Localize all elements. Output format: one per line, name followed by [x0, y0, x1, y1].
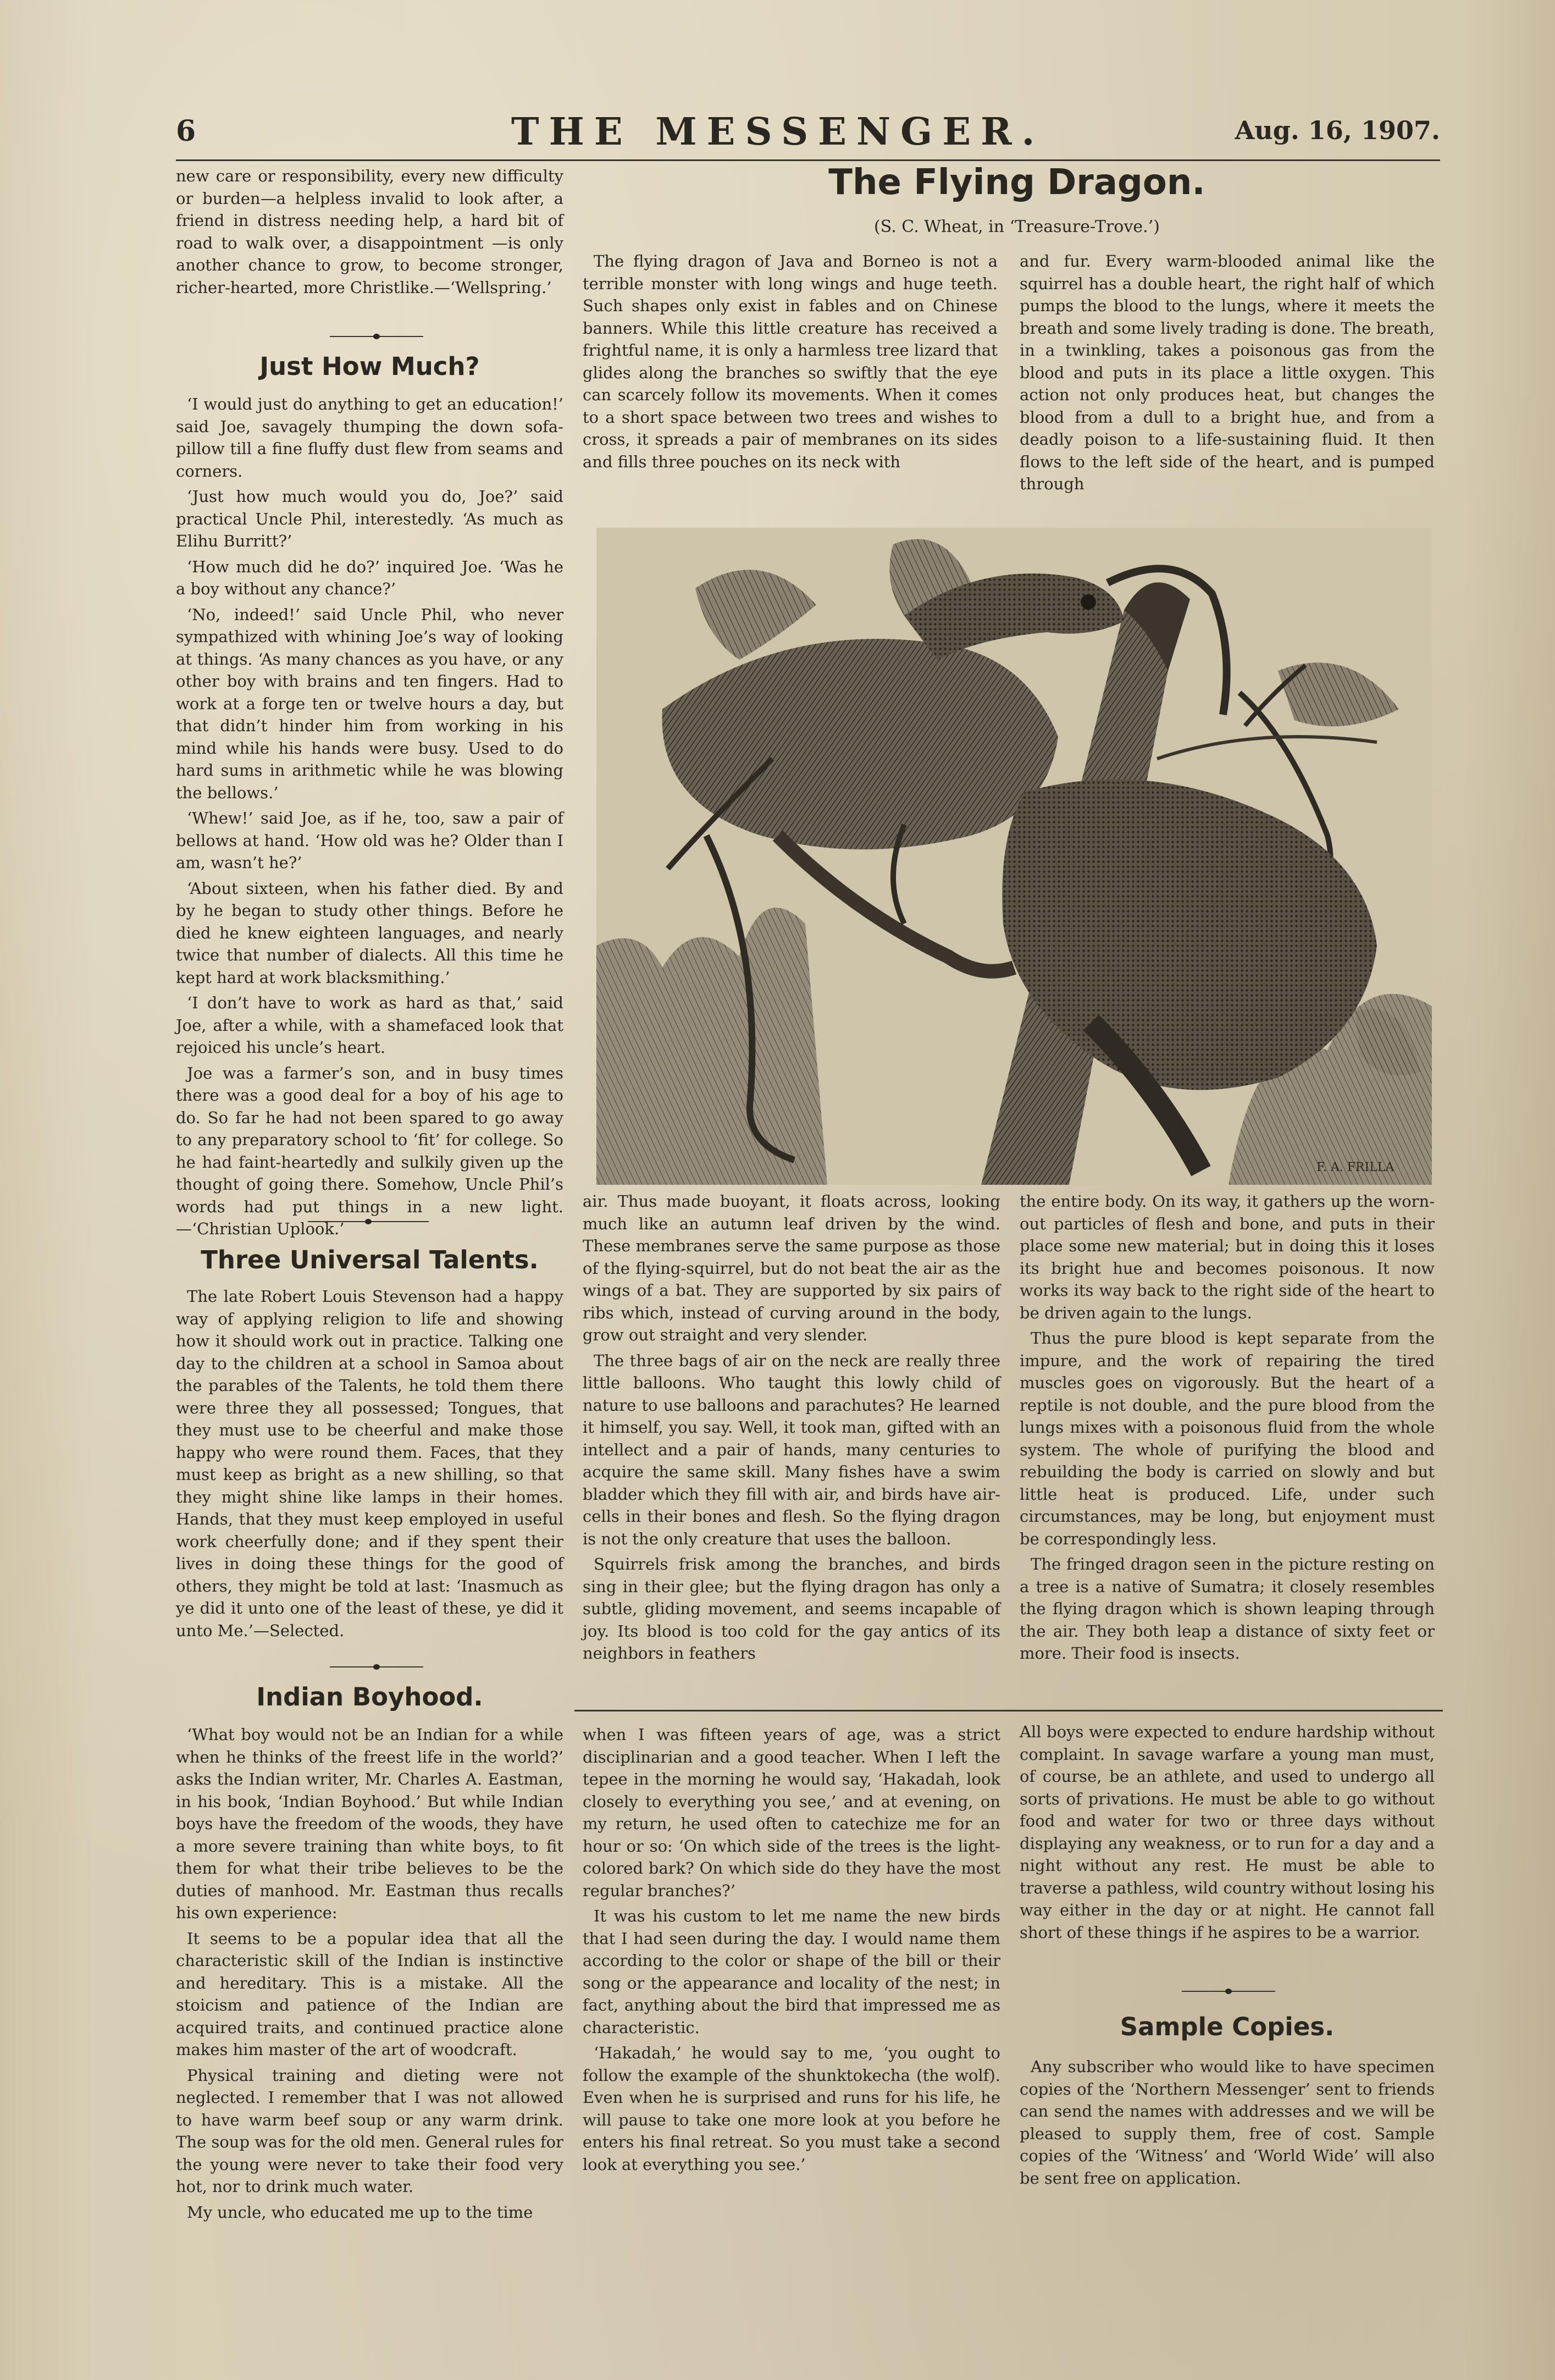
paragraph: ‘How much did he do?’ inquired Joe. ‘Was he a boy without any chance?’: [176, 557, 563, 598]
paragraph: The flying dragon of Java and Borneo is not a terrible monster with long wings and huge teeth. Such shapes only exist in fables and on Chinese banners. While this little creature has received a frightful name, it is only a harmless tree lizard that glides along the branches so swiftly that the eye can scarcely follow its movements. When it comes to a short space between two trees and wishes to cross, it spreads a pair of membranes on its sides and fills three pouches on its neck with: [583, 252, 998, 471]
paragraph: The three bags of air on the neck are really three little balloons. Who taught this lowly child of nature to use balloons and parachutes? He learned it himself, you say. Well, it took man, gifted with an intellect and a pair of hands, many centuries to acquire the same skill. Many fishes have a swim bladder which they fill with air, and birds have air-cells in their bones and flesh. So the flying dragon is not the only creature that uses the balloon.: [583, 1351, 1000, 1548]
masthead-rule: [176, 159, 1440, 161]
paragraph: and fur. Every warm-blooded animal like the squirrel has a double heart, the right half of which pumps the blood to the lungs, where it meets the breath and some lively trading is done. The breath, in a twinkling, takes a poisonous gas from the blood and puts in its place a little oxygen. This action not only produces heat, but changes the blood from a dull to a bright hue, and from a deadly poison to a life-sustaining fluid. It then flows to the left side of the heart, and is pumped through: [1020, 252, 1435, 493]
paragraph: It seems to be a popular idea that all the characteristic skill of the Indian is instinctive and hereditary. This is a mistake. All the stoicism and patience of the Indian are acquired traits, and continued practice alone makes him master of the art of woodcraft.: [176, 1929, 563, 2059]
paragraph: ‘About sixteen, when his father died. By and by he began to study other things. Before he died he knew eighteen languages, and nearly twice that number of dialects. All this time he kept hard at work blacksmithing.’: [176, 879, 563, 987]
article-three-talents: [176, 1245, 563, 1645]
paragraph: ‘I don’t have to work as hard as that,’ said Joe, after a while, with a shamefaced look that rejoiced his uncle’s heart.: [176, 993, 563, 1057]
paragraph: The late Robert Louis Stevenson had a happy way of applying religion to life and showing how it should work out in practice. Talking one day to the children at a school in Samoa about the parables of the Talents, he told them there were three they all possessed; Tongues, that they must use to be cheerful and make those happy who were round them. Faces, that they must keep as bright as a new shilling, so that they might shine like lamps in their homes. Hands, that they must keep employed in useful work cheerfully done; and if they spent their lives in doing these things for the good of others, they might be told at last: ‘Inasmuch as ye did it unto one of the least of these, ye did it unto Me.’—Selected.: [176, 1287, 563, 1640]
flying-dragon-col-a: [583, 250, 998, 476]
paragraph: Squirrels frisk among the branches, and birds sing in their glee; but the flying dragon has only a subtle, gliding movement, and seems incapable of joy. Its blood is too cold for the gay antics of its neighbors in feathers: [583, 1555, 1000, 1663]
col1-intro: [176, 165, 563, 302]
notice-sample-copies: [1020, 2012, 1435, 2193]
article-byline: (S. C. Wheat, in ‘Treasure-Trove.’): [874, 217, 1160, 236]
ornament-divider: [330, 1663, 423, 1671]
paragraph: All boys were expected to endure hardship without complaint. In savage warfare a young man must, of course, be an athlete, and used to undergo all sorts of privations. He must be able to go without food and water for two or three days without displaying any weakness, or to run for a day and a night without any rest. He must be able to traverse a pathless, wild country without losing his way either in the day or at night. He cannot fall short of these things if he aspires to be a warrior.: [1020, 1722, 1435, 1942]
issue-date: Aug. 16, 1907.: [1235, 115, 1440, 145]
flying-dragon-col-d: [1020, 1190, 1435, 1668]
flying-dragon-col-b: [1020, 250, 1435, 499]
paragraph: Physical training and dieting were not neglected. I remember that I was not allowed to have warm beef soup or any warm drink. The soup was for the old men. General rules for the young were never to take their food very hot, nor to drink much water.: [176, 2066, 563, 2196]
article-title-flying-dragon: The Flying Dragon.: [828, 162, 1205, 203]
paragraph: The fringed dragon seen in the picture resting on a tree is a native of Sumatra; it closely resembles the flying dragon which is shown leaping through the air. They both leap a distance of sixty feet or more. Their food is insects.: [1020, 1555, 1435, 1663]
paragraph: My uncle, who educated me up to the time: [187, 2202, 533, 2222]
paragraph: Joe was a farmer’s son, and in busy times there was a good deal for a boy of his age to do. So far he had not been spared to go away to any preparatory school to ‘fit’ for college. So he had faint-heartedly and sulkily given up the thought of going there. Somehow, Uncle Phil’s words had put things in a new light.—‘Christian Uplook.’: [176, 1063, 563, 1238]
paragraph: ‘What boy would not be an Indian for a while when he thinks of the freest life in the world?’ asks the Indian writer, Mr. Charles A. Eastman, in his book, ‘Indian Boyhood.’ But while Indian boys have the freedom of the woods, they have a more severe training than white boys, to fit them for what their tribe believes to be the duties of manhood. Mr. Eastman thus recalls his own experience:: [176, 1725, 563, 1922]
article-indian-boyhood-col2: [583, 1724, 1000, 2179]
paragraph: when I was fifteen years of age, was a strict disciplinarian and a good teacher. When I left the tepee in the morning he would say, ‘Hakadah, look closely to everything you see,’ and at evening, on my return, he used often to catechize me for an hour or so: ‘On which side of the trees is the light-colored bark? On which side do they have the most regular branches?’: [583, 1725, 1000, 1900]
newspaper-title: THE MESSENGER.: [511, 110, 1045, 154]
paragraph: ‘I would just do anything to get an education!’ said Joe, savagely thumping the down sofa-pillow till a fine fluffy dust flew from seams and corners.: [176, 395, 563, 481]
ornament-divider: [308, 1218, 429, 1225]
flying-dragon-engraving-icon: [596, 528, 1432, 1185]
ornament-divider: [330, 333, 423, 340]
paragraph: new care or responsibility, every new difficulty or burden—a helpless invalid to look after, a friend in distress needing help, a hard bit of road to walk over, a disappointment —is only another chance to grow, to become stronger, richer-hearted, more Christlike.—‘Wellspring.’: [176, 167, 563, 297]
flying-dragon-illustration: [596, 528, 1432, 1185]
article-title: Indian Boyhood.: [256, 1682, 483, 1711]
paragraph: the entire body. On its way, it gathers up the worn-out particles of flesh and bone, and puts in their place some new material; but in doing this it loses its bright hue and becomes poisonous. It now works its way back to the right side of the heart to be driven again to the lungs.: [1020, 1192, 1435, 1322]
paragraph: Thus the pure blood is kept separate from the impure, and the work of repairing the tired muscles goes on vigorously. But the heart of a reptile is not double, and the pure blood from the lungs mixes with a poisonous fluid from the whole system. The whole of purifying the blood and rebuilding the body is carried on slowly and but little heat is produced. Life, under such circumstances, may be long, but enjoyment must be correspondingly less.: [1020, 1329, 1435, 1548]
paragraph: It was his custom to let me name the new birds that I had seen during the day. I would name them according to the color or shape of the bill or their song or the appearance and locality of the nest; in fact, anything about the bird that impressed me as characteristic.: [583, 1907, 1000, 2037]
article-indian-boyhood-col3: [1020, 1721, 1435, 1947]
page-number: 6: [176, 114, 196, 148]
paragraph: ‘Whew!’ said Joe, as if he, too, saw a pair of bellows at hand. ‘How old was he? Older than I am, wasn’t he?’: [176, 809, 563, 872]
notice-title: Sample Copies.: [1120, 2012, 1335, 2041]
article-indian-boyhood-col1: [176, 1682, 563, 2227]
paragraph: ‘Just how much would you do, Joe?’ said practical Uncle Phil, interestedly. ‘As much as Elihu Burritt?’: [176, 487, 563, 550]
section-rule: [574, 1710, 1443, 1711]
paragraph: air. Thus made buoyant, it floats across, looking much like an autumn leaf driven by the wind. These membranes serve the same purpose as those of the flying-squirrel, but do not beat the air as the wings of a bat. They are supported by six pairs of ribs which, instead of curving around in the body, grow out straight and very slender.: [583, 1192, 1000, 1344]
masthead: [176, 110, 1440, 154]
article-just-how-much: [176, 352, 563, 1244]
article-title: Three Universal Talents.: [201, 1245, 539, 1274]
flying-dragon-col-c: [583, 1190, 1000, 1668]
illustration-signature: F. A. FRILLA: [1316, 1161, 1394, 1174]
ornament-divider: [1182, 1987, 1275, 1995]
paragraph: ‘Hakadah,’ he would say to me, ‘you ought to follow the example of the shunktokecha (the wolf). Even when he is surprised and runs for his life, he will pause to take one more look at you before he enters his final retreat. So you must take a second look at everything you see.’: [583, 2044, 1000, 2174]
paragraph: ‘No, indeed!’ said Uncle Phil, who never sympathized with whining Joe’s way of looking at things. ‘As many chances as you have, or any other boy with brains and ten fingers. Had to work at a forge ten or twelve hours a day, but that didn’t hinder him from working in his mind while his hands were busy. Used to do hard sums in arithmetic while he was blowing the bellows.’: [176, 605, 563, 802]
article-title: Just How Much?: [259, 352, 480, 381]
paragraph: Any subscriber who would like to have specimen copies of the ‘Northern Messenger’ sent to friends can send the names with addresses and we will be pleased to supply them, free of cost. Sample copies of the ‘Witness’ and ‘World Wide’ will also be sent free on application.: [1020, 2057, 1435, 2188]
